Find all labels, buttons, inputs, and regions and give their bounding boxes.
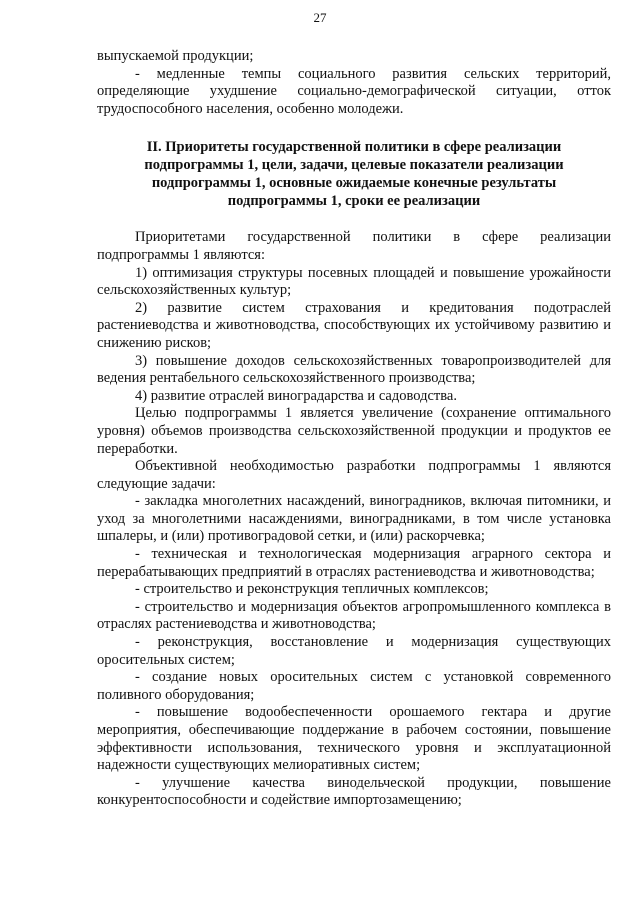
paragraph: Приоритетами государственной политики в сфере реализации подпрограммы 1 являются:: [97, 229, 611, 263]
list-item: 4) развитие отраслей виноградарства и садоводства.: [135, 387, 457, 404]
paragraph: Целью подпрограммы 1 является увеличение (сохранение оптимального уровня) объемов производства сельскохозяйственной продукции и продуктов ее переработки.: [97, 405, 611, 457]
list-item: - создание новых оросительных систем с установкой современного поливного оборудования;: [97, 669, 611, 703]
list-item: 1) оптимизация структуры посевных площадей и повышение урожайности сельскохозяйственных культур;: [97, 264, 611, 299]
list-item: - улучшение качества винодельческой продукции, повышение конкурентоспособности и содействие импортозамещению;: [97, 774, 611, 809]
list-item: 2) развитие систем страхования и кредитования подотраслей растениеводства и животноводства, способствующих их устойчивому развитию и снижению рисков;: [97, 299, 611, 351]
list-item: - закладка многолетних насаждений, виноградников, включая питомники, и уход за многолетними насаждениями, виноградниками, в том числе установка шпалеры, и (или) противоградовой сетки, и (или) раскорчевка;: [97, 493, 611, 545]
list-item: - строительство и реконструкция тепличных комплексов;: [135, 581, 489, 598]
page-number: 27: [313, 10, 327, 25]
list-item: - строительство и модернизация объектов агропромышленного комплекса в отраслях растениеводства и животноводства;: [97, 598, 611, 633]
intro-paragraph: выпускаемой продукции;: [97, 48, 254, 64]
list-item: - реконструкция, восстановление и модернизация существующих оросительных систем;: [97, 634, 611, 668]
list-item: - техническая и технологическая модернизация аграрного сектора и перерабатывающих предприятий в отраслях растениеводства и животноводства;: [97, 546, 611, 580]
intro-paragraph: - медленные темпы социального развития сельских территорий, определяющие ухудшение социально-демографической ситуации, отток трудоспособного населения, особенно молодежи.: [97, 65, 611, 117]
document-body: [97, 48, 611, 810]
list-item: - повышение водообеспеченности орошаемого гектара и другие мероприятия, обеспечивающие поддержание в рабочем состоянии, повышение эффективности использования, технического уровня и эксплуатационной надежности существующих мелиоративных систем;: [97, 704, 611, 774]
section-title: II. Приоритеты государственной политики в сфере реализации подпрограммы 1, цели, задачи, целевые показатели реализации подпрограммы 1, основные ожидаемые конечные результаты подпрограммы 1, сроки ее реализации: [144, 139, 564, 210]
list-item: 3) повышение доходов сельскохозяйственных товаропроизводителей для ведения рентабельного сельскохозяйственного производства;: [97, 352, 611, 387]
paragraph: Объективной необходимостью разработки подпрограммы 1 являются следующие задачи:: [97, 458, 611, 492]
